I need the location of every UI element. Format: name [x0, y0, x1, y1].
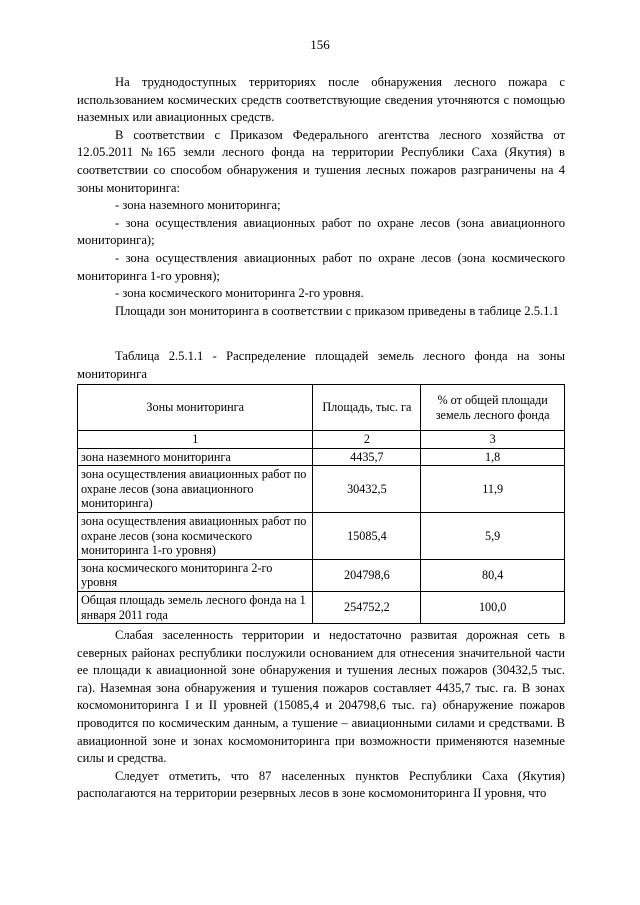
zone-cell: зона осуществления авиационных работ по охране лесов (зона космического мониторинга 1-го уровня) [78, 512, 313, 559]
column-number-row [78, 431, 565, 449]
zone-cell: зона наземного мониторинга [78, 448, 313, 466]
table-caption-block [77, 348, 565, 383]
header-percent: % от общей площади земель лесного фонда [421, 385, 565, 431]
column-number: 1 [78, 431, 313, 449]
area-cell: 15085,4 [313, 512, 421, 559]
zone-list-item: - зона космического мониторинга 2-го уровня. [115, 286, 364, 301]
table-row [78, 466, 565, 513]
table-total-row [78, 591, 565, 623]
area-cell: 30432,5 [313, 466, 421, 513]
zone-cell: Общая площадь земель лесного фонда на 1 января 2011 года [78, 591, 313, 623]
table-caption: Таблица 2.5.1.1 - Распределение площадей земель лесного фонда на зоны мониторинга [77, 349, 565, 381]
zone-list-item: - зона наземного мониторинга; [115, 198, 281, 213]
zone-cell: зона космического мониторинга 2-го уровня [78, 559, 313, 591]
area-cell: 204798,6 [313, 559, 421, 591]
header-zones: Зоны мониторинга [78, 385, 313, 431]
zone-cell: зона осуществления авиационных работ по охране лесов (зона авиационного мониторинга) [78, 466, 313, 513]
area-cell: 4435,7 [313, 448, 421, 466]
area-cell: 254752,2 [313, 591, 421, 623]
percent-cell: 1,8 [421, 448, 565, 466]
percent-cell: 80,4 [421, 559, 565, 591]
percent-cell: 5,9 [421, 512, 565, 559]
table-header-row [78, 385, 565, 431]
table-row [78, 448, 565, 466]
paragraph: Слабая заселенность территории и недостаточно развитая дорожная сеть в северных районах республики послужили основанием для отнесения значительной части ее площади к авиационной зоне обнаружения и тушения лесных пожаров (30432,5 тыс. га). Наземная зона обнаружения и тушения пожаров составляет 4435,7 тыс. га. В зонах космомониторинга I и II уровней (15085,4 и 204798,6 тыс. га) обнаружение пожаров проводится по космическим данным, а тушение – авиационными силами и средствами. В авиационной зоне и зонах космомониторинга при возможности применяются наземные силы и средства. [77, 628, 565, 766]
zone-list-item: - зона осуществления авиационных работ по охране лесов (зона авиационного мониторинга); [77, 215, 565, 248]
intro-text-block [77, 74, 565, 320]
table-row [78, 559, 565, 591]
percent-cell: 100,0 [421, 591, 565, 623]
page-number: 156 [310, 37, 330, 52]
monitoring-zones-table [77, 384, 565, 624]
table-row [78, 512, 565, 559]
table-reference-paragraph: Площади зон мониторинга в соответствии с приказом приведены в таблице 2.5.1.1 [115, 303, 559, 318]
paragraph: Следует отметить, что 87 населенных пунктов Республики Саха (Якутия) располагаются на территории резервных лесов в зоне космомониторинга II уровня, что [77, 768, 565, 801]
header-area: Площадь, тыс. га [313, 385, 421, 431]
percent-cell: 11,9 [421, 466, 565, 513]
paragraph: На труднодоступных территориях после обнаружения лесного пожара с использованием космических средств соответствующие сведения уточняются с помощью наземных или авиационных средств. [77, 75, 565, 125]
paragraph: В соответствии с Приказом Федерального агентства лесного хозяйства от 12.05.2011 №165 земли лесного фонда на территории Республики Саха (Якутия) в соответствии со способом обнаружения и тушения лесных пожаров разграничены на 4 зоны мониторинга: [77, 127, 565, 195]
column-number: 3 [421, 431, 565, 449]
column-number: 2 [313, 431, 421, 449]
zone-list-item: - зона осуществления авиационных работ по охране лесов (зона космического мониторинга 1-го уровня); [77, 250, 565, 283]
conclusion-text-block [77, 627, 565, 803]
